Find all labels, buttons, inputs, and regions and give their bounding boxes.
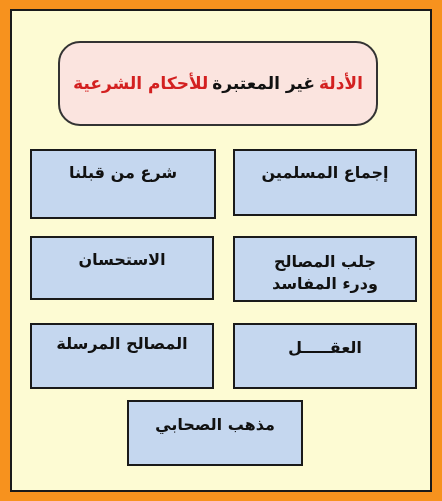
box-label-line2: ودرء المفاسد [272, 274, 378, 293]
box-ijma-al-muslimin [233, 149, 417, 216]
title-part-sharia-rulings: للأحكام الشرعية [73, 73, 209, 94]
box-al-aql [233, 323, 417, 389]
box-label: الاستحسان [78, 250, 166, 269]
title-part-evidence: الأدلة [319, 73, 363, 94]
title-part-not-considered: غير المعتبرة [212, 73, 315, 94]
box-madhhab-al-sahabi [127, 400, 303, 466]
box-label: العقـــــل [288, 338, 362, 357]
diagram-canvas [10, 9, 432, 492]
box-al-istihsan [30, 236, 214, 300]
title-box [58, 41, 378, 126]
box-label: مذهب الصحابي [155, 415, 275, 434]
box-label: شرع من قبلنا [68, 163, 178, 182]
box-label-line1: جلب المصالح [273, 252, 377, 271]
box-jalb-al-masalih [233, 236, 417, 302]
box-shar-man-qablana [30, 149, 216, 219]
box-label: إجماع المسلمين [261, 163, 389, 182]
box-label: المصالح المرسلة [56, 334, 188, 353]
box-al-masalih-al-mursala [30, 323, 214, 389]
